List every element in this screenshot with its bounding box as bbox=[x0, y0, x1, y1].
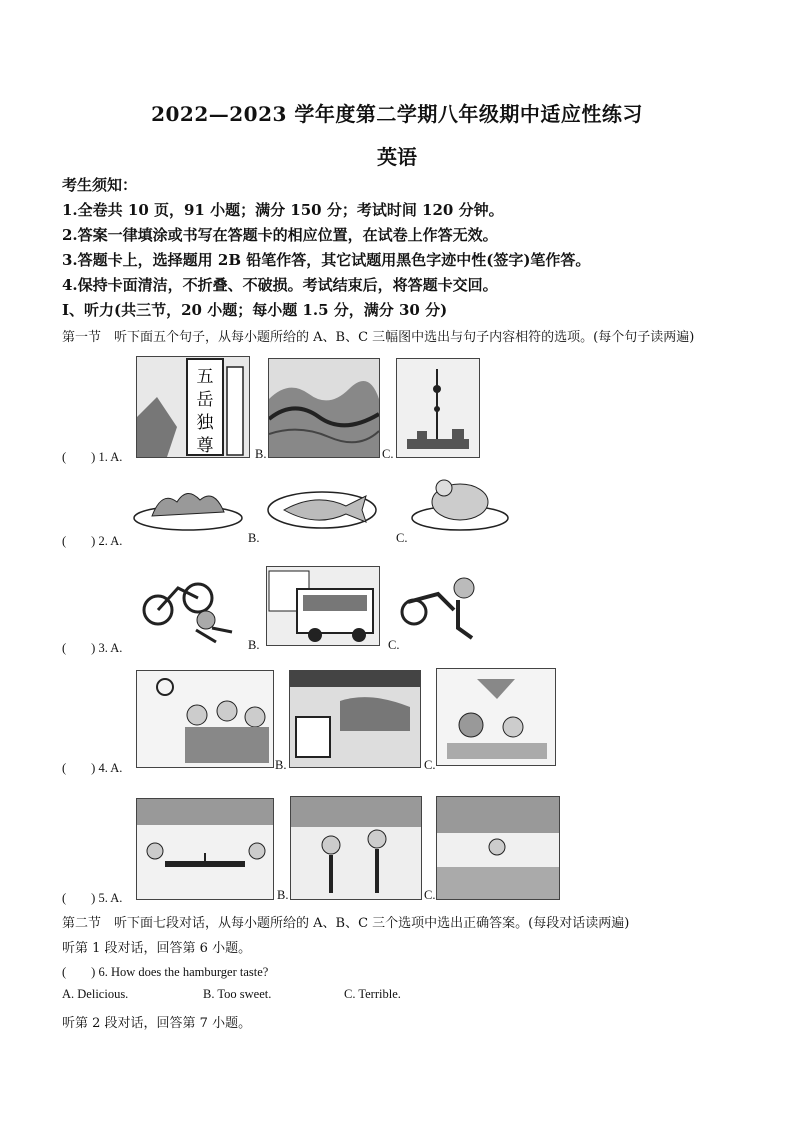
q1-picture-b-great-wall bbox=[268, 358, 380, 458]
q5-picture-b-basketball bbox=[290, 796, 422, 900]
q1-picture-c-tower bbox=[396, 358, 480, 458]
notice-heading: 考生须知： bbox=[62, 176, 138, 194]
q1-sign-char-3: 独 bbox=[196, 413, 214, 433]
q1-sign-char-4: 尊 bbox=[196, 436, 214, 456]
q1-c-illustration bbox=[397, 359, 479, 457]
q2-b-illustration bbox=[266, 486, 378, 530]
notice-item-2: 2.答案一律填涂或书写在答题卡的相应位置，在试卷上作答无效。 bbox=[62, 226, 498, 244]
q2-picture-c-chicken bbox=[410, 474, 510, 532]
q4-option-b: B. bbox=[275, 758, 287, 772]
q4-a-illustration bbox=[137, 671, 273, 767]
exam-subject: 英语 bbox=[377, 145, 417, 169]
q4-picture-b-room bbox=[289, 670, 421, 768]
q4-picture-a-people-outdoors bbox=[136, 670, 274, 768]
q1-b-illustration bbox=[269, 359, 379, 457]
q5-option-b: B. bbox=[277, 888, 289, 902]
q1-picture-a-mountain-sign bbox=[136, 356, 250, 458]
q3-option-b: B. bbox=[248, 638, 260, 652]
q1-option-b: B. bbox=[255, 447, 267, 461]
q2-a-illustration bbox=[132, 482, 244, 532]
notice-item-3: 3.答题卡上，选择题用 2B 铅笔作答，其它试题用黑色字迹中性(签字)笔作答。 bbox=[62, 251, 591, 269]
q3-picture-c-motorcycle bbox=[398, 572, 510, 642]
q2-picture-a-vegetables bbox=[132, 482, 244, 532]
part2-instruction: 第二节 听下面七段对话，从每小题所给的 A、B、C 三个选项中选出正确答案。(每段对话读两遍) bbox=[62, 916, 630, 931]
part1-instruction: 第一节 听下面五个句子，从每小题所给的 A、B、C 三幅图中选出与句子内容相符的选项。(每个句子读两遍) bbox=[62, 330, 695, 345]
q6-stem: ( ) 6. How does the hamburger taste? bbox=[62, 965, 269, 979]
q2-picture-b-fish bbox=[266, 486, 378, 530]
q4-b-illustration bbox=[290, 671, 420, 767]
dialog1-intro: 听第 1 段对话，回答第 6 小题。 bbox=[62, 941, 252, 956]
q5-b-illustration bbox=[291, 797, 421, 899]
q3-picture-a-bicycle bbox=[136, 568, 240, 644]
q3-label: ( ) 3. A. bbox=[62, 641, 123, 655]
q5-option-c: C. bbox=[424, 888, 436, 902]
section-heading: Ⅰ、听力(共三节，20 小题；每小题 1.5 分，满分 30 分) bbox=[62, 301, 448, 319]
q5-c-illustration bbox=[437, 797, 559, 899]
q2-option-c: C. bbox=[396, 531, 408, 545]
q6-option-b: B. Too sweet. bbox=[203, 987, 272, 1001]
q4-label: ( ) 4. A. bbox=[62, 761, 123, 775]
q1-option-c: C. bbox=[382, 447, 394, 461]
q1-sign-char-2: 岳 bbox=[196, 390, 214, 410]
q6-option-a: A. Delicious. bbox=[62, 987, 129, 1001]
q2-label: ( ) 2. A. bbox=[62, 534, 123, 548]
q2-c-illustration bbox=[410, 474, 510, 532]
notice-item-1: 1.全卷共 10 页，91 小题；满分 150 分；考试时间 120 分钟。 bbox=[62, 201, 504, 219]
q3-b-illustration bbox=[267, 567, 379, 645]
q1-a-illustration bbox=[137, 357, 249, 457]
notice-item-4: 4.保持卡面清洁，不折叠、不破损。考试结束后，将答题卡交回。 bbox=[62, 276, 498, 294]
dialog2-intro: 听第 2 段对话，回答第 7 小题。 bbox=[62, 1016, 252, 1031]
q4-c-illustration bbox=[437, 669, 555, 765]
q3-picture-b-bus bbox=[266, 566, 380, 646]
q2-option-b: B. bbox=[248, 531, 260, 545]
q4-option-c: C. bbox=[424, 758, 436, 772]
q1-sign-char-1: 五 bbox=[196, 367, 214, 387]
q6-option-c: C. Terrible. bbox=[344, 987, 401, 1001]
exam-title: 2022—2023 学年度第二学期八年级期中适应性练习 bbox=[151, 102, 643, 126]
q5-a-illustration bbox=[137, 799, 273, 899]
q1-label: ( ) 1. A. bbox=[62, 450, 123, 464]
q3-a-illustration bbox=[136, 568, 240, 644]
q4-picture-c-picnic bbox=[436, 668, 556, 766]
q5-picture-a-table-tennis bbox=[136, 798, 274, 900]
q3-c-illustration bbox=[398, 572, 510, 642]
q5-picture-c-football bbox=[436, 796, 560, 900]
q5-label: ( ) 5. A. bbox=[62, 891, 123, 905]
q3-option-c: C. bbox=[388, 638, 400, 652]
